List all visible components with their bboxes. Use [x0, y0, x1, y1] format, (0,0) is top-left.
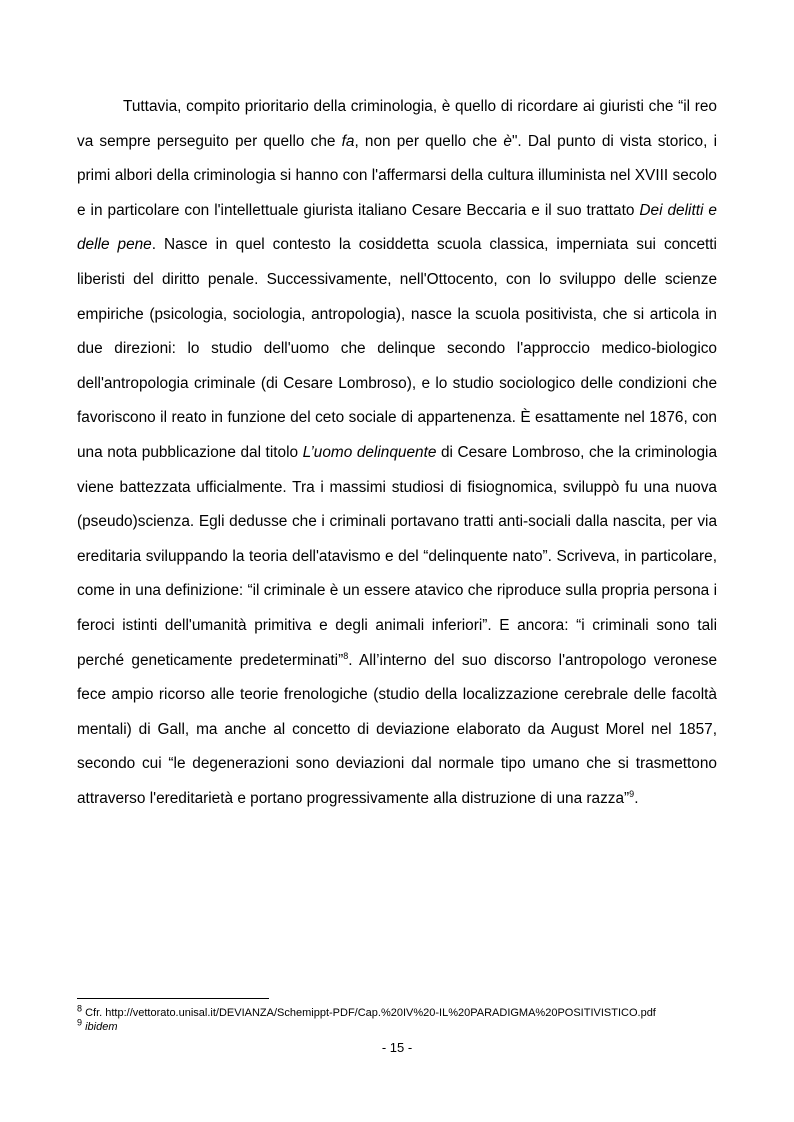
text-segment: . Nasce in quel contesto la cosiddetta scuola classica, imperniata sui concetti liberisti del diritto penale. Successivamente, nell'Ottocento, con lo sviluppo delle scienze empiriche (psicologia, sociologia, antropologia), nasce la scuola positivista, che si articola in due direzioni: lo studio dell'uomo che delinque secondo l'approccio medico-biologico dell'antropologia criminale (di Cesare Lombroso), e lo studio sociologico delle condizioni che favoriscono il reato in funzione del ceto sociale di appartenenza. È esattamente nel 1876, con una nota pubblicazione dal titolo	[77, 236, 717, 461]
footnote-ref-9[interactable]: 9	[629, 788, 635, 799]
text-segment: Tuttavia, compito prioritario della criminologia, è quello di ricordare ai giuristi che “il reo va sempre perseguito per quello che	[77, 98, 717, 150]
text-segment: ". Dal punto di vista storico, i primi albori della criminologia si hanno con l'affermarsi della cultura illuminista nel XVIII secolo e in particolare con l'intellettuale giurista italiano Cesare Beccaria e il suo trattato	[77, 132, 717, 219]
text-segment: di Cesare Lombroso, che la criminologia viene battezzata ufficialmente. Tra i massimi studiosi di fisiognomica, sviluppò fu una nuova (pseudo)scienza. Egli dedusse che i criminali portavano tratti anti-sociali dalla nascita, per via ereditaria sviluppando la teoria dell'atavismo e del “delinquente nato”. Scriveva, in particolare, come in una definizione: “il criminale è un essere atavico che riproduce sulla propria persona i feroci istinti dell'umanità primitiva e degli animali inferiori”. E ancora: “i criminali sono tali perché geneticamente predeterminati”	[77, 443, 718, 669]
footnote-8	[77, 1003, 737, 1020]
italic-e: è	[503, 132, 512, 150]
italic-book-title-lombroso: L’uomo delinquente	[302, 443, 437, 461]
footnotes	[77, 1003, 737, 1034]
footnote-ref-8[interactable]: 8	[343, 650, 349, 661]
footnote-text: ibidem	[85, 1021, 118, 1033]
footnote-number: 8	[77, 1003, 83, 1014]
footnote-separator	[77, 998, 269, 999]
footnote-number: 9	[77, 1017, 83, 1028]
italic-book-title-beccaria: Dei delitti e delle pene	[77, 201, 717, 254]
footnote-text: Cfr. http://vettorato.unisal.it/DEVIANZA/Schemippt-PDF/Cap.%20IV%20-IL%20PARADIGMA%20POSITIVISTICO.pdf	[82, 1007, 656, 1019]
italic-fa: fa	[341, 132, 355, 150]
body-paragraph	[77, 90, 717, 816]
text-segment: , non per quello che	[354, 132, 504, 150]
page-number: - 15 -	[381, 1040, 413, 1055]
text-segment: .	[634, 789, 639, 807]
text-segment: . All’interno del suo discorso l'antropologo veronese fece ampio ricorso alle teorie frenologiche (studio della localizzazione cerebrale delle facoltà mentali) di Gall, ma anche al concetto di deviazione elaborato da August Morel nel 1857, secondo cui “le degenerazioni sono deviazioni dal normale tipo umano che si trasmettono attraverso l'ereditarietà e portano progressivamente alla distruzione di una razza”	[77, 651, 718, 807]
footnote-9	[77, 1017, 737, 1034]
